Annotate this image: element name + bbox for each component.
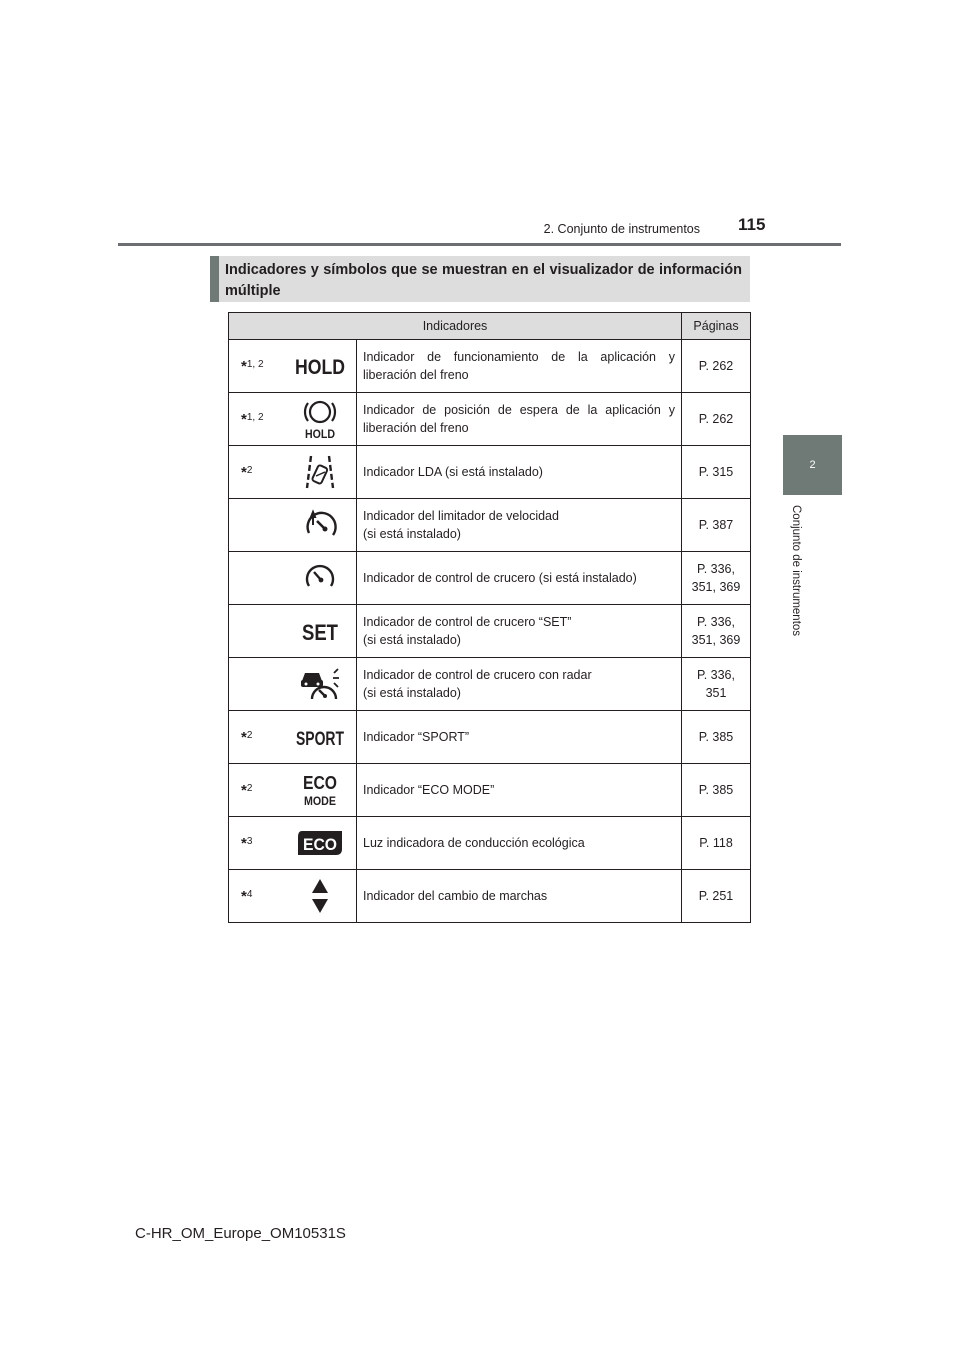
chapter-title: 2. Conjunto de instrumentos xyxy=(543,222,700,236)
note-number: 3 xyxy=(246,835,253,847)
note-mark xyxy=(229,817,284,870)
eco-drive-indicator-icon xyxy=(284,817,357,870)
indicator-description: Indicador del limitador de velocidad (si está instalado) xyxy=(357,499,682,552)
page-reference: P. 336, 351, 369 xyxy=(682,605,751,658)
asterisk: * xyxy=(241,728,247,746)
indicator-description: Indicador “ECO MODE” xyxy=(357,764,682,817)
table-row xyxy=(229,446,751,499)
hold-small-text: HOLD xyxy=(304,427,336,441)
cruise-control-icon xyxy=(284,552,357,605)
note-number: 2 xyxy=(246,782,253,794)
eco-mode-icon xyxy=(284,764,357,817)
shift-indicator-icon xyxy=(284,870,357,923)
footer-document-id: C-HR_OM_Europe_OM10531S xyxy=(135,1225,346,1242)
page-reference: P. 336, 351 xyxy=(682,658,751,711)
note-number: 2 xyxy=(246,729,253,741)
note-mark xyxy=(229,393,284,446)
mode-icon-text: MODE xyxy=(303,794,336,808)
section-title: Indicadores y símbolos que se muestran en el visualizador de información múltiple xyxy=(225,262,742,299)
indicators-table xyxy=(228,312,751,923)
table-row xyxy=(229,764,751,817)
indicator-description: Indicador LDA (si está instalado) xyxy=(357,446,682,499)
table-row xyxy=(229,552,751,605)
asterisk: * xyxy=(241,357,247,375)
lda-lane-departure-icon xyxy=(284,446,357,499)
table-row xyxy=(229,605,751,658)
page-reference: P. 262 xyxy=(682,340,751,393)
table-row xyxy=(229,340,751,393)
note-number: 4 xyxy=(246,888,253,900)
hold-icon-text: HOLD xyxy=(294,356,345,379)
asterisk: * xyxy=(241,834,247,852)
indicator-description: Indicador de control de crucero con radar (si está instalado) xyxy=(357,658,682,711)
table-row xyxy=(229,817,751,870)
indicator-description: Indicador del cambio de marchas xyxy=(357,870,682,923)
set-icon-text: SET xyxy=(301,620,339,645)
sport-icon-text: SPORT xyxy=(295,729,345,750)
asterisk: * xyxy=(241,887,247,905)
note-mark xyxy=(229,605,284,658)
asterisk: * xyxy=(241,463,247,481)
note-mark xyxy=(229,552,284,605)
header-paginas: Páginas xyxy=(682,313,751,340)
page-reference: P. 251 xyxy=(682,870,751,923)
chapter-tab xyxy=(783,435,842,495)
indicator-description: Indicador de control de crucero (si está instalado) xyxy=(357,552,682,605)
indicator-description: Indicador de funcionamiento de la aplicación y liberación del freno xyxy=(357,340,682,393)
page-reference: P. 385 xyxy=(682,764,751,817)
table-row xyxy=(229,658,751,711)
hold-icon xyxy=(284,340,357,393)
radar-cruise-control-icon xyxy=(284,658,357,711)
chapter-tab-number: 2 xyxy=(809,459,816,471)
brake-hold-standby-icon xyxy=(284,393,357,446)
note-mark xyxy=(229,764,284,817)
table-row xyxy=(229,499,751,552)
page-reference: P. 336, 351, 369 xyxy=(682,552,751,605)
header-indicadores: Indicadores xyxy=(229,313,682,340)
note-mark xyxy=(229,711,284,764)
speed-limiter-icon xyxy=(284,499,357,552)
table-header-row xyxy=(229,313,751,340)
note-mark xyxy=(229,340,284,393)
page-reference: P. 118 xyxy=(682,817,751,870)
indicator-description: Indicador de control de crucero “SET” (si está instalado) xyxy=(357,605,682,658)
sport-icon xyxy=(284,711,357,764)
page-reference: P. 315 xyxy=(682,446,751,499)
chapter-side-label xyxy=(776,505,816,665)
chapter-side-label-text: Conjunto de instrumentos xyxy=(790,505,802,637)
note-mark xyxy=(229,499,284,552)
note-mark xyxy=(229,446,284,499)
header-rule xyxy=(118,243,841,246)
indicator-description: Luz indicadora de conducción ecológica xyxy=(357,817,682,870)
page-reference: P. 385 xyxy=(682,711,751,764)
set-icon xyxy=(284,605,357,658)
page-reference: P. 387 xyxy=(682,499,751,552)
table-row xyxy=(229,393,751,446)
note-number: 1, 2 xyxy=(246,411,264,423)
note-mark xyxy=(229,658,284,711)
note-number: 1, 2 xyxy=(246,358,264,370)
section-heading-box xyxy=(210,256,750,302)
indicator-description: Indicador “SPORT” xyxy=(357,711,682,764)
table-row xyxy=(229,870,751,923)
page-reference: P. 262 xyxy=(682,393,751,446)
eco-drive-icon-text: ECO xyxy=(302,835,337,854)
asterisk: * xyxy=(241,410,247,428)
asterisk: * xyxy=(241,781,247,799)
page-number: 115 xyxy=(738,215,766,234)
note-mark xyxy=(229,870,284,923)
eco-icon-text: ECO xyxy=(302,773,337,793)
indicator-description: Indicador de posición de espera de la aplicación y liberación del freno xyxy=(357,393,682,446)
note-number: 2 xyxy=(246,464,253,476)
table-row xyxy=(229,711,751,764)
